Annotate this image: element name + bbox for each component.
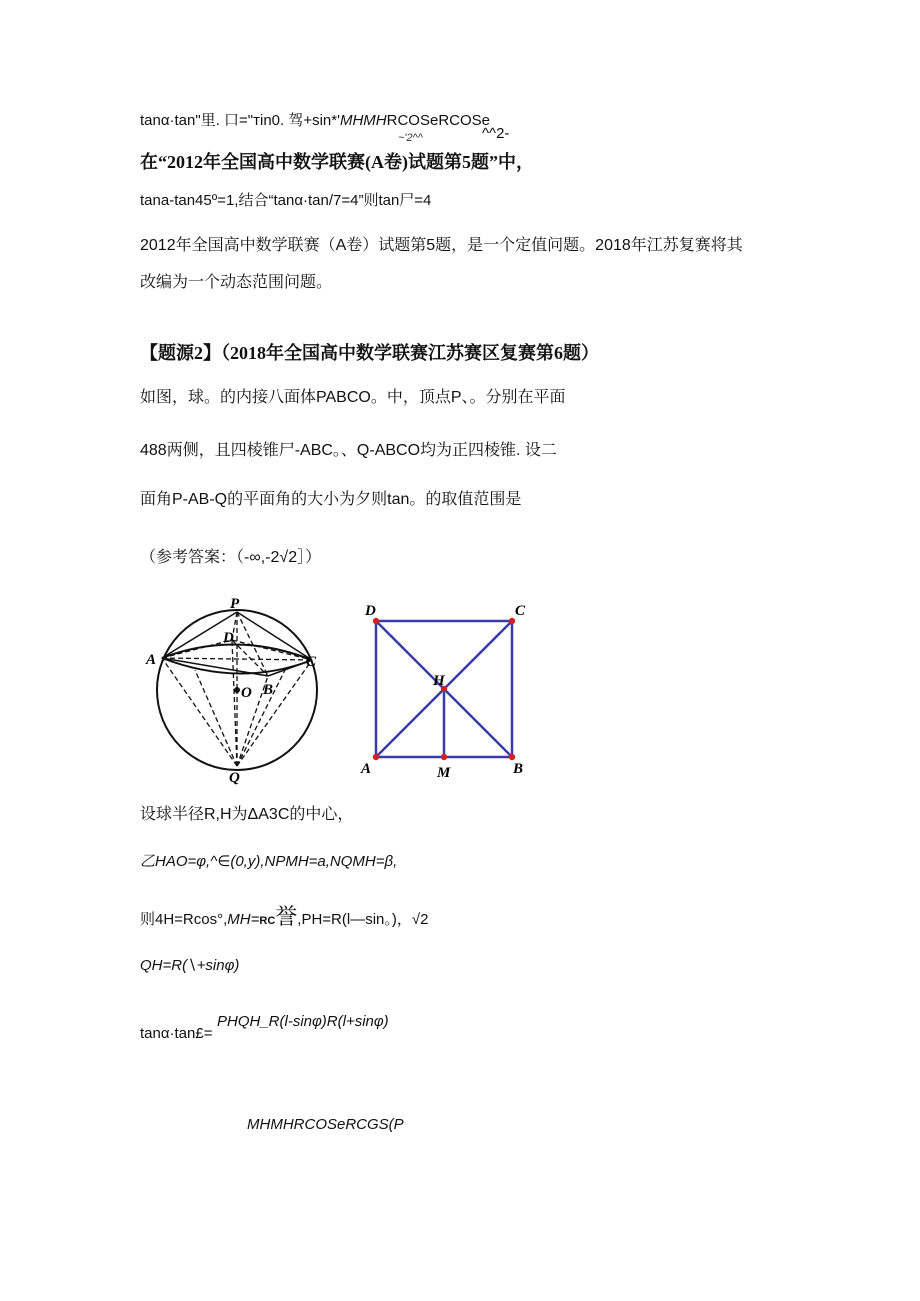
question-line-3: 面角P-AB-Q的平面角的大小为夕则tan。的取值范围是 [140, 491, 522, 508]
formula-line-1-part-b: MHMH [339, 112, 387, 129]
label-p: P [230, 596, 240, 612]
label-a: A [146, 652, 157, 668]
question-line-2: 488两侧，且四棱锥尸-ABC。、Q-ABCO均为正四棱锥. 设二 [140, 442, 557, 459]
solution-line-1: 设球半径R,H为ΔA3C的中心， [140, 806, 354, 823]
label-sq-c: C [515, 603, 526, 619]
center-point-o [234, 687, 240, 693]
formula-line-1-tail: ^^2- [482, 125, 510, 142]
formula-line-1-sub: ~'2^^ [398, 132, 423, 144]
label-sq-b: B [513, 761, 524, 777]
label-o: O [241, 685, 252, 701]
sphere-octahedron-figure [140, 590, 340, 790]
solution-line-5-lhs: tanα·tan£= [140, 1025, 213, 1042]
edge-q-mid-1 [195, 670, 237, 766]
square-projection-figure [355, 598, 535, 783]
solution-line-3-part-c: RC [259, 915, 276, 927]
edge-ac [162, 658, 312, 660]
question-line-1: 如图，球。的内接八面体PABCO。中，顶点P、。分别在平面 [140, 389, 566, 406]
formula-line-3: tana-tan45º=1,结合“tanα·tan/7=4”则tan尸=4 [140, 192, 432, 209]
solution-line-3-part-e: ,PH=R(l—sin。)，√2 [297, 911, 429, 928]
label-sq-h: H [433, 673, 445, 689]
point-m [441, 754, 447, 760]
solution-line-5-rhs: PHQH_R(l-sinφ)R(l+sinφ) [217, 1013, 389, 1030]
label-sq-m: M [437, 765, 451, 781]
edge-qa [162, 658, 237, 766]
label-sq-a: A [361, 761, 372, 777]
reference-answer: （参考答案：（-∞,-2√2］） [140, 549, 322, 566]
label-b: B [263, 682, 274, 698]
solution-line-4: QH=R(∖+sinφ) [140, 957, 240, 974]
intro-line: 在“2012年全国高中数学联赛(A卷)试题第5题”中， [140, 152, 534, 172]
label-d: D [223, 630, 234, 646]
formula-line-1 [140, 111, 490, 131]
label-c: C [306, 654, 317, 670]
source-heading: 【题源2】（2018年全国高中数学联赛江苏赛区复赛第6题） [140, 343, 599, 363]
paragraph-line-1: 2012年全国高中数学联赛（A卷）试题第5题，是一个定值问题。2018年江苏复赛将其 [140, 237, 743, 254]
formula-line-1-part-a: tanα·tan"里. 口="тin0. 驾+sin*' [140, 112, 340, 129]
solution-line-3-part-a: 则4H=Rcos°, [140, 911, 228, 928]
solution-line-3 [140, 904, 429, 931]
solution-line-6: MHMHRCOSeRCGS(P [247, 1116, 404, 1133]
edge-dc [232, 640, 312, 660]
point-b [509, 754, 515, 760]
solution-line-3-part-d: 誉 [275, 904, 298, 929]
solution-line-2: 乙HAO=φ,^∈(0,y),NPMH=a,NQMH=β, [140, 853, 398, 870]
edge-qc [237, 660, 312, 766]
paragraph-line-2: 改编为一个动态范围问题。 [140, 274, 333, 291]
formula-line-1-part-c: RCOSeRCOSe [386, 112, 490, 129]
label-sq-d: D [365, 603, 376, 619]
solution-line-3-part-b: MH= [227, 911, 260, 928]
point-a [373, 754, 379, 760]
label-q: Q [229, 770, 240, 786]
